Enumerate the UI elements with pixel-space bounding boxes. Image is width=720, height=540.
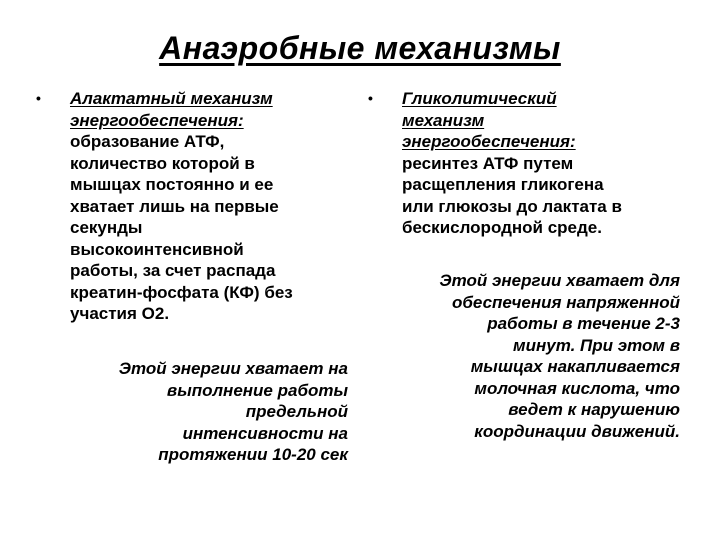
slide-title: Анаэробные механизмы <box>159 30 561 66</box>
right-bullet-text <box>402 88 688 239</box>
glycolytic-description: ресинтез АТФ путем расщепления гликогена или глюкозы до лактата в бескислородной среде. <box>402 153 622 237</box>
right-bullet-item <box>368 88 688 239</box>
alactate-energy-note: Этой энергии хватает на выполнение работы предельной интенсивности на протяжении 10-20 сек <box>118 359 348 464</box>
left-bullet-text <box>70 88 336 325</box>
glycolytic-heading: Гликолитический механизм энергообеспечения: <box>402 89 576 151</box>
bullet-icon: • <box>36 90 41 106</box>
glycolytic-energy-note: Этой энергии хватает для обеспечения напряженной работы в течение 2-3 минут. При этом в мышцах накапливается молочная кислота, что ведет к нарушению координации движений. <box>439 271 680 441</box>
alactate-heading: Алактатный механизм энергообеспечения: <box>70 89 273 130</box>
bullet-icon: • <box>368 90 373 106</box>
alactate-description: образование АТФ, количество которой в мышцах постоянно и ее хватает лишь на первые секунды высокоинтенсивной работы, за счет распада креатин-фосфата (КФ) без участия О2. <box>70 132 293 323</box>
right-column <box>368 88 688 239</box>
left-column <box>36 88 336 325</box>
left-bullet-item <box>36 88 336 325</box>
